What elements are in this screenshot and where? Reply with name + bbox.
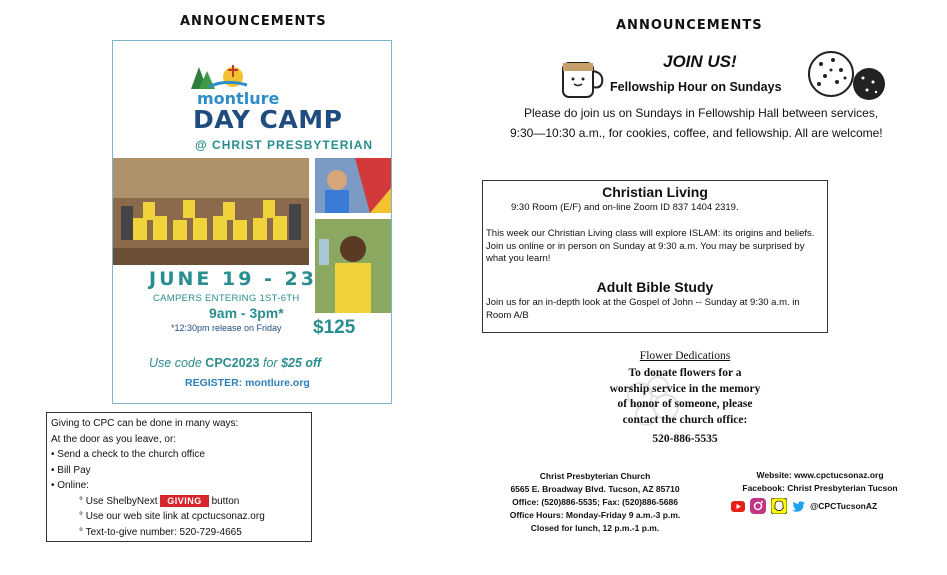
flowers-title: Flower Dedications — [639, 350, 731, 362]
instagram-icon[interactable] — [750, 498, 766, 514]
snapchat-icon[interactable] — [771, 498, 787, 514]
church-contact — [490, 470, 700, 535]
giving-check: • Send a check to the church office — [51, 449, 205, 460]
left-heading: ANNOUNCEMENTS — [180, 14, 327, 29]
right-heading: ANNOUNCEMENTS — [616, 18, 763, 33]
giving-online: • Online: — [51, 480, 89, 491]
promo-discount: $25 off — [281, 356, 322, 370]
flowers-line1: To donate flowers for a — [628, 367, 742, 379]
flowers-line2: worship service in the memory — [609, 382, 761, 395]
giving-door: At the door as you leave, or: — [51, 433, 177, 445]
church-name: Christ Presbyterian Church — [539, 471, 651, 481]
flyer-price: $125 — [313, 317, 356, 338]
bible-study-title: Adult Bible Study — [596, 279, 714, 295]
church-lunch: Closed for lunch, 12 p.m.-1 p.m. — [530, 523, 660, 533]
shelby-suffix: button — [211, 495, 240, 507]
giving-shelby-line — [51, 494, 307, 510]
flyer-register[interactable]: REGISTER: montlure.org — [185, 377, 310, 389]
flyer-friday-note: *12:30pm release on Friday — [171, 323, 282, 333]
child-photo-2 — [315, 219, 391, 313]
flyer-dates: JUNE 19 - 23 — [149, 268, 317, 290]
promo-code: CPC2023 — [205, 356, 260, 370]
flowers-text — [560, 366, 810, 428]
youtube-icon[interactable] — [731, 501, 745, 512]
church-web — [720, 469, 920, 495]
promo-for: for — [262, 356, 278, 370]
giving-website: ° Use our web site link at cpctucsonaz.org — [79, 511, 265, 522]
flyer-promo — [149, 356, 321, 370]
church-address: 6565 E. Broadway Blvd. Tucson, AZ 85710 — [510, 484, 680, 494]
flowers-phone: 520-886-5535 — [652, 433, 718, 445]
cookies-icon — [805, 48, 887, 104]
giving-text: ° Text-to-give number: 520-729-4665 — [79, 526, 242, 538]
giving-billpay: • Bill Pay — [51, 464, 91, 476]
fellowship-line1: Please do join us on Sundays in Fellowship Hall between services, — [524, 106, 879, 120]
church-website[interactable]: Website: www.cpctucsonaz.org — [756, 470, 884, 480]
church-hours: Office Hours: Monday-Friday 9 a.m.-3 p.m. — [509, 510, 681, 520]
flowers-line3: of honor of someone, please — [617, 398, 753, 410]
church-phones: Office: (520)886-5535; Fax: (520)886-5686 — [512, 497, 678, 507]
giving-box — [46, 412, 312, 542]
day-camp-flyer — [112, 40, 392, 404]
coffee-mug-icon — [560, 57, 606, 101]
christian-living-body: This week our Christian Living class will explore ISLAM: its origins and beliefs. Join us online or in person on Sunday at 9:30 a.m. You may be surprised by what you learn! — [486, 228, 815, 264]
join-us-title: JOIN US! — [663, 52, 737, 71]
camp-logo-icon — [189, 61, 249, 91]
flyer-subtitle: @ CHRIST PRESBYTERIAN — [195, 138, 374, 152]
camp-logo-word: montlure — [197, 89, 280, 108]
church-facebook[interactable]: Facebook: Christ Presbyterian Tucson — [742, 483, 898, 493]
fellowship-line2: 9:30—10:30 a.m., for cookies, coffee, and fellowship. All are welcome! — [510, 126, 883, 140]
social-handle[interactable]: @CPCTucsonAZ — [810, 501, 878, 511]
shelby-prefix: ° Use ShelbyNext — [79, 495, 158, 507]
twitter-icon[interactable] — [792, 501, 805, 512]
christian-living-title: Christian Living — [602, 184, 708, 200]
promo-prefix: Use code — [149, 356, 202, 370]
group-photo — [113, 158, 309, 265]
christian-living-room: 9:30 Room (E/F) and on-line Zoom ID 837 1404 2319. — [511, 202, 739, 213]
giving-intro: Giving to CPC can be done in many ways: — [51, 418, 239, 429]
flyer-campers: CAMPERS ENTERING 1ST-6TH — [153, 293, 300, 304]
giving-badge[interactable]: GIVING — [160, 495, 209, 507]
bible-study-body: Join us for an in-depth look at the Gospel of John -- Sunday at 9:30 a.m. in Room A/B — [486, 297, 800, 321]
child-photo-1 — [315, 158, 391, 213]
social-icons — [731, 498, 877, 514]
flyer-title: DAY CAMP — [193, 105, 343, 134]
fellowship-title: Fellowship Hour on Sundays — [610, 80, 782, 94]
flyer-hours: 9am - 3pm* — [209, 305, 284, 321]
flowers-line4: contact the church office: — [622, 413, 748, 426]
christian-living-box — [482, 180, 828, 333]
